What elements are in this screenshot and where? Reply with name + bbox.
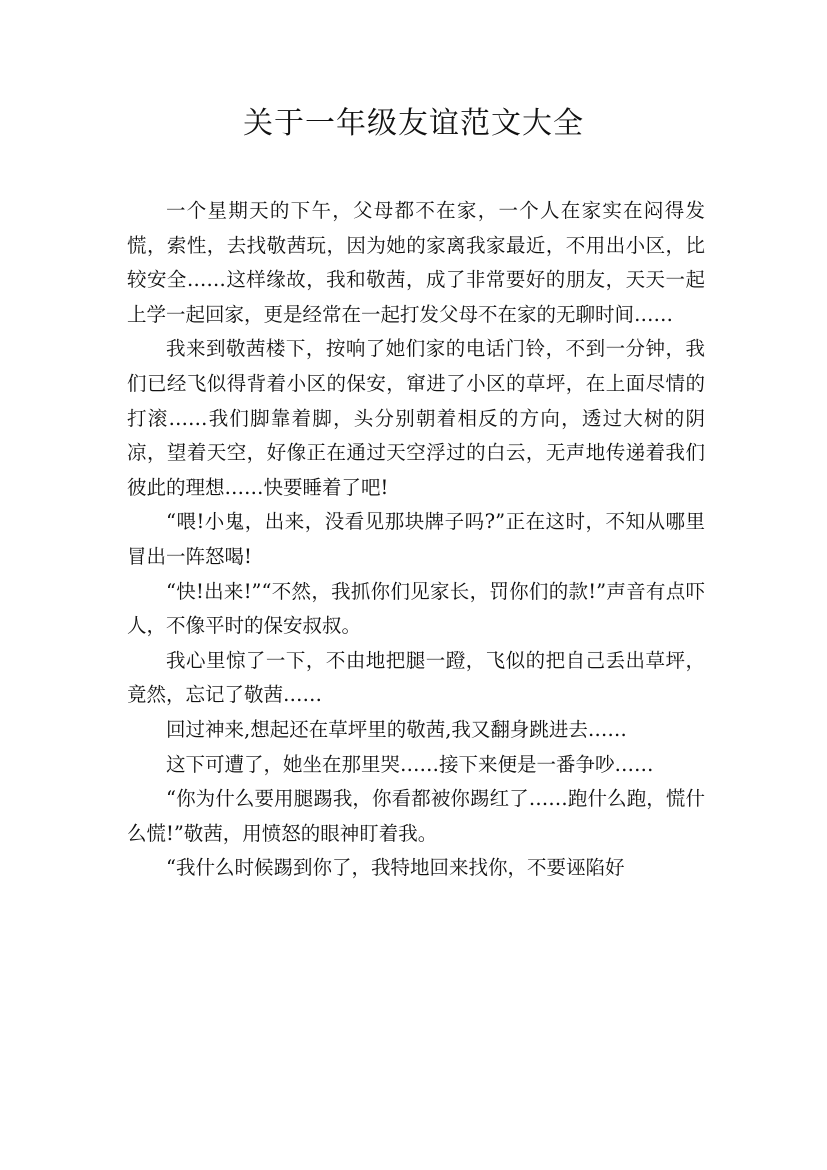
paragraph: 我来到敬茜楼下，按响了她们家的电话门铃，不到一分钟，我们已经飞似得背着小区的保安，窜进了小区的草坪，在上面尽情的打滚……我们脚靠着脚，头分别朝着相反的方向，透过大树的阴凉，望着天空，好像正在通过天空浮过的白云，无声地传递着我们彼此的理想……快要睡着了吧! bbox=[127, 337, 705, 499]
paragraph: “我什么时候踢到你了，我特地回来找你，不要诬陷好 bbox=[166, 856, 625, 880]
paragraph: “快!出来!”“不然，我抓你们见家长，罚你们的款!”声音有点吓人，不像平时的保安叔叔。 bbox=[127, 579, 705, 638]
paragraph: 一个星期天的下午，父母都不在家，一个人在家实在闷得发慌，索性，去找敬茜玩，因为她的家离我家最近，不用出小区，比较安全……这样缘故，我和敬茜，成了非常要好的朋友，天天一起上学一起回家，更是经常在一起打发父母不在家的无聊时间…… bbox=[127, 199, 705, 326]
paragraph: 我心里惊了一下，不由地把腿一蹬，飞似的把自己丢出草坪，竟然，忘记了敬茜…… bbox=[127, 648, 705, 707]
paragraph: 回过神来,想起还在草坪里的敬茜,我又翻身跳进去…… bbox=[166, 717, 627, 741]
document-body bbox=[127, 194, 705, 886]
paragraph: “你为什么要用腿踢我，你看都被你踢红了……跑什么跑，慌什么慌!”敬茜，用愤怒的眼神盯着我。 bbox=[127, 787, 705, 845]
document-title: 关于一年级友谊范文大全 bbox=[243, 106, 584, 141]
paragraph: 这下可遭了，她坐在那里哭……接下来便是一番争吵…… bbox=[166, 752, 654, 776]
paragraph: “喂!小鬼，出来，没看见那块牌子吗?”正在这时，不知从哪里冒出一阵怒喝! bbox=[127, 510, 705, 568]
